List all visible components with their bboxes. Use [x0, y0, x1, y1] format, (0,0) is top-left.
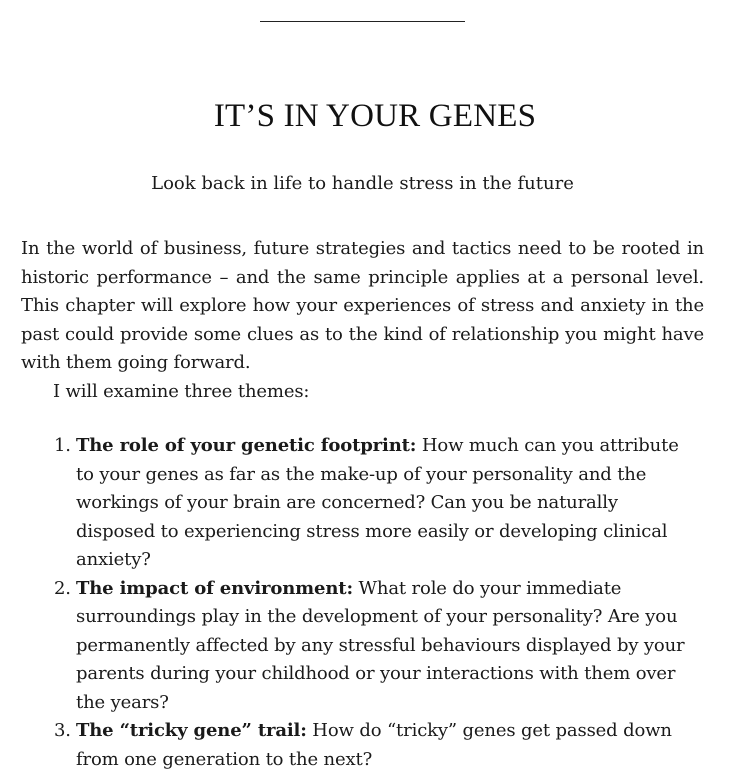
theme-text: What role do your immediate surroundings play in the development of your personality? Are you permanently affected by any stressful behaviours displayed by your parents during your childhood or your interactions with them over the years? [76, 577, 685, 713]
chapter-subtitle: Look back in life to handle stress in the future [151, 173, 574, 194]
theme-heading: The role of your genetic footprint: [76, 435, 417, 456]
body-paragraph: In the world of business, future strategies and tactics need to be rooted in historic performance – and the same principle applies at a personal level. This chapter will explore how your experiences of stress and anxiety in the past could provide some clues as to the kind of relationship you might have with them going forward. [21, 238, 704, 373]
theme-heading: The “tricky gene” trail: [76, 720, 307, 741]
theme-text: How much can you attribute to your genes as far as the make-up of your personality and the workings of your brain are concerned? Can you be naturally disposed to experiencing stress more easily or developing clinical anxiety? [76, 435, 679, 570]
chapter-title: IT’S IN YOUR GENES [213, 98, 537, 134]
theme-number: 3. [54, 720, 71, 741]
theme-heading: The impact of environment: [76, 577, 353, 599]
theme-item-environment [0, 575, 696, 718]
themes-intro: I will examine three themes: [53, 381, 310, 402]
top-rule [260, 21, 465, 22]
theme-item-genetic-footprint [0, 432, 696, 575]
theme-number: 2. [54, 577, 71, 599]
theme-text: How do “tricky” genes get passed down from one generation to the next? [76, 720, 672, 770]
themes-list [0, 432, 750, 774]
theme-item-tricky-gene [0, 717, 696, 774]
theme-number: 1. [54, 435, 71, 456]
